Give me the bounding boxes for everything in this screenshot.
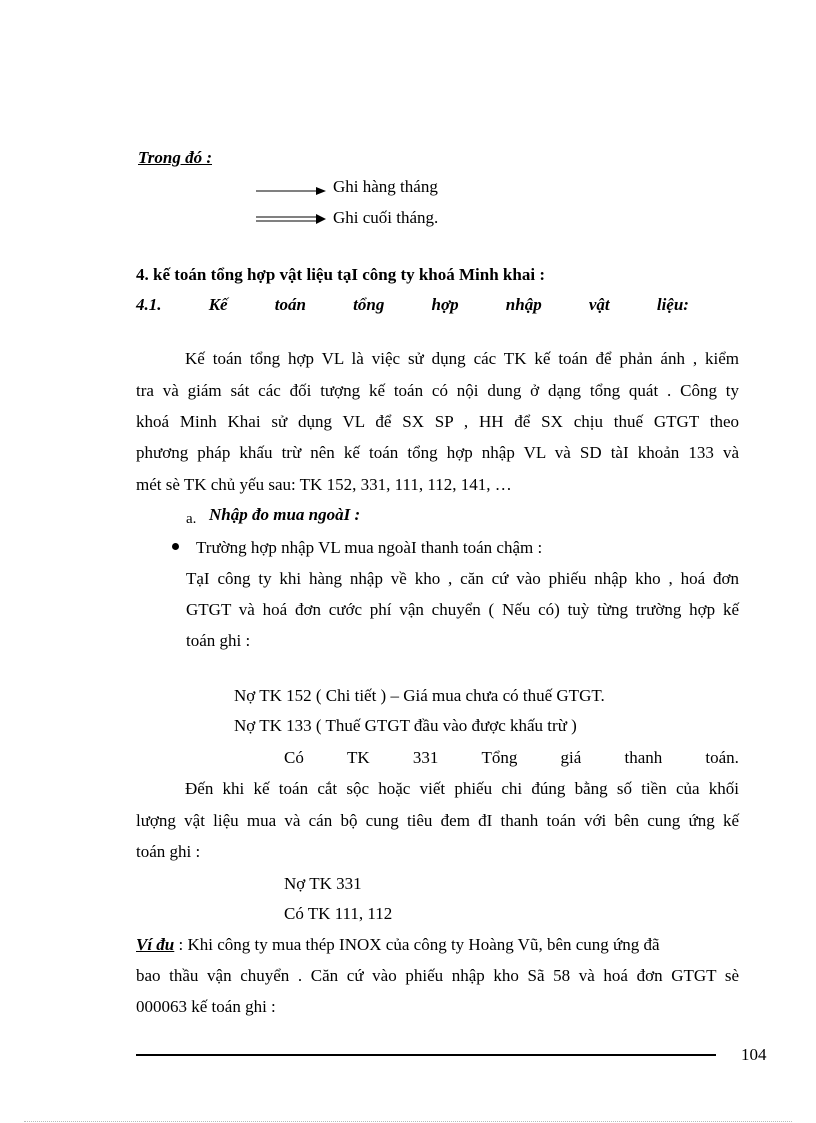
example-text: : Khi công ty mua thép INOX của công ty Hoàng Vũ, bên cung ứng đã [174,935,660,954]
entry1-debit-152: Nợ TK 152 ( Chi tiết ) – Giá mua chưa có thuế GTGT. [234,686,605,705]
subheading-word: liệu: [656,295,689,314]
subsection-heading [136,295,689,315]
entry-word: toán. [705,748,739,767]
intro-line: khoá Minh Khai sử dụng VL để SX SP , HH để SX chịu thuế GTGT theo [136,412,739,431]
page-edge-divider [24,1121,792,1122]
para2-line: TạI công ty khi hàng nhập về kho , căn cứ vào phiếu nhập kho , hoá đơn [186,569,739,588]
entry-word: Tổng [481,748,518,767]
example-line-1 [136,935,739,955]
subheading-word: toán [274,295,306,314]
entry-word: giá [560,748,582,767]
para3-line: Đến khi kế toán cắt sộc hoặc viết phiếu chi đúng bằng số tiền của khối [185,779,739,798]
part-title: Nhập đo mua ngoàI : [209,505,361,524]
entry-word: Có [284,748,304,767]
footer-rule [136,1054,716,1056]
double-arrow-icon [256,213,326,225]
entry1-debit-133: Nợ TK 133 ( Thuế GTGT đầu vào được khấu trừ ) [234,716,577,735]
subheading-word: nhập [505,295,542,314]
intro-line: mét sè TK chủ yếu sau: TK 152, 331, 111, 112, 141, … [136,475,512,494]
bullet-icon [172,543,179,550]
part-letter: a. [186,511,197,527]
para2-line: GTGT và hoá đơn cước phí vận chuyển ( Nếu có) tuỳ từng trường hợp kế [186,600,739,619]
intro-line: Kế toán tổng hợp VL là việc sử dụng các TK kế toán để phản ánh , kiểm [185,349,739,368]
example-line-3: 000063 kế toán ghi : [136,997,276,1016]
example-label: Ví đu [136,935,175,954]
entry-word: TK [347,748,370,767]
legend-monthly: Ghi hàng tháng [333,177,438,196]
example-line-2: bao thầu vận chuyển . Căn cứ vào phiếu nhập kho Sã 58 và hoá đơn GTGT sè [136,966,739,985]
subheading-word: hợp [431,295,459,314]
legend-title: Trong đó : [138,148,212,167]
entry-word: 331 [412,748,439,767]
intro-line: phương pháp khấu trừ nên kế toán tổng hợp nhập VL và SD tàI khoản 133 và [136,443,739,462]
intro-line: tra và giám sát các đối tượng kế toán có nội dung ở dạng tổng quát . Công ty [136,381,739,400]
single-arrow-icon [256,185,326,197]
para3-line: toán ghi : [136,842,201,861]
bullet-text: Trường hợp nhập VL mua ngoàI thanh toán chậm : [196,538,543,557]
para2-line: toán ghi : [186,631,251,650]
entry2-credit-111-112: Có TK 111, 112 [284,904,393,923]
subheading-word: 4.1. [136,295,162,314]
subheading-word: vật [588,295,610,314]
legend-end-month: Ghi cuối tháng. [333,208,439,227]
entry1-credit-331 [284,748,739,768]
section-heading: 4. kế toán tổng hợp vật liệu tạI công ty khoá Minh khai : [136,265,545,284]
subheading-word: tổng [353,295,385,314]
page-number: 104 [741,1045,767,1064]
subheading-word: Kế [208,295,228,314]
para3-line: lượng vật liệu mua và cán bộ cung tiêu đem đI thanh toán với bên cung ứng kế [136,811,739,830]
entry-word: thanh [624,748,663,767]
entry2-debit-331: Nợ TK 331 [284,874,362,893]
